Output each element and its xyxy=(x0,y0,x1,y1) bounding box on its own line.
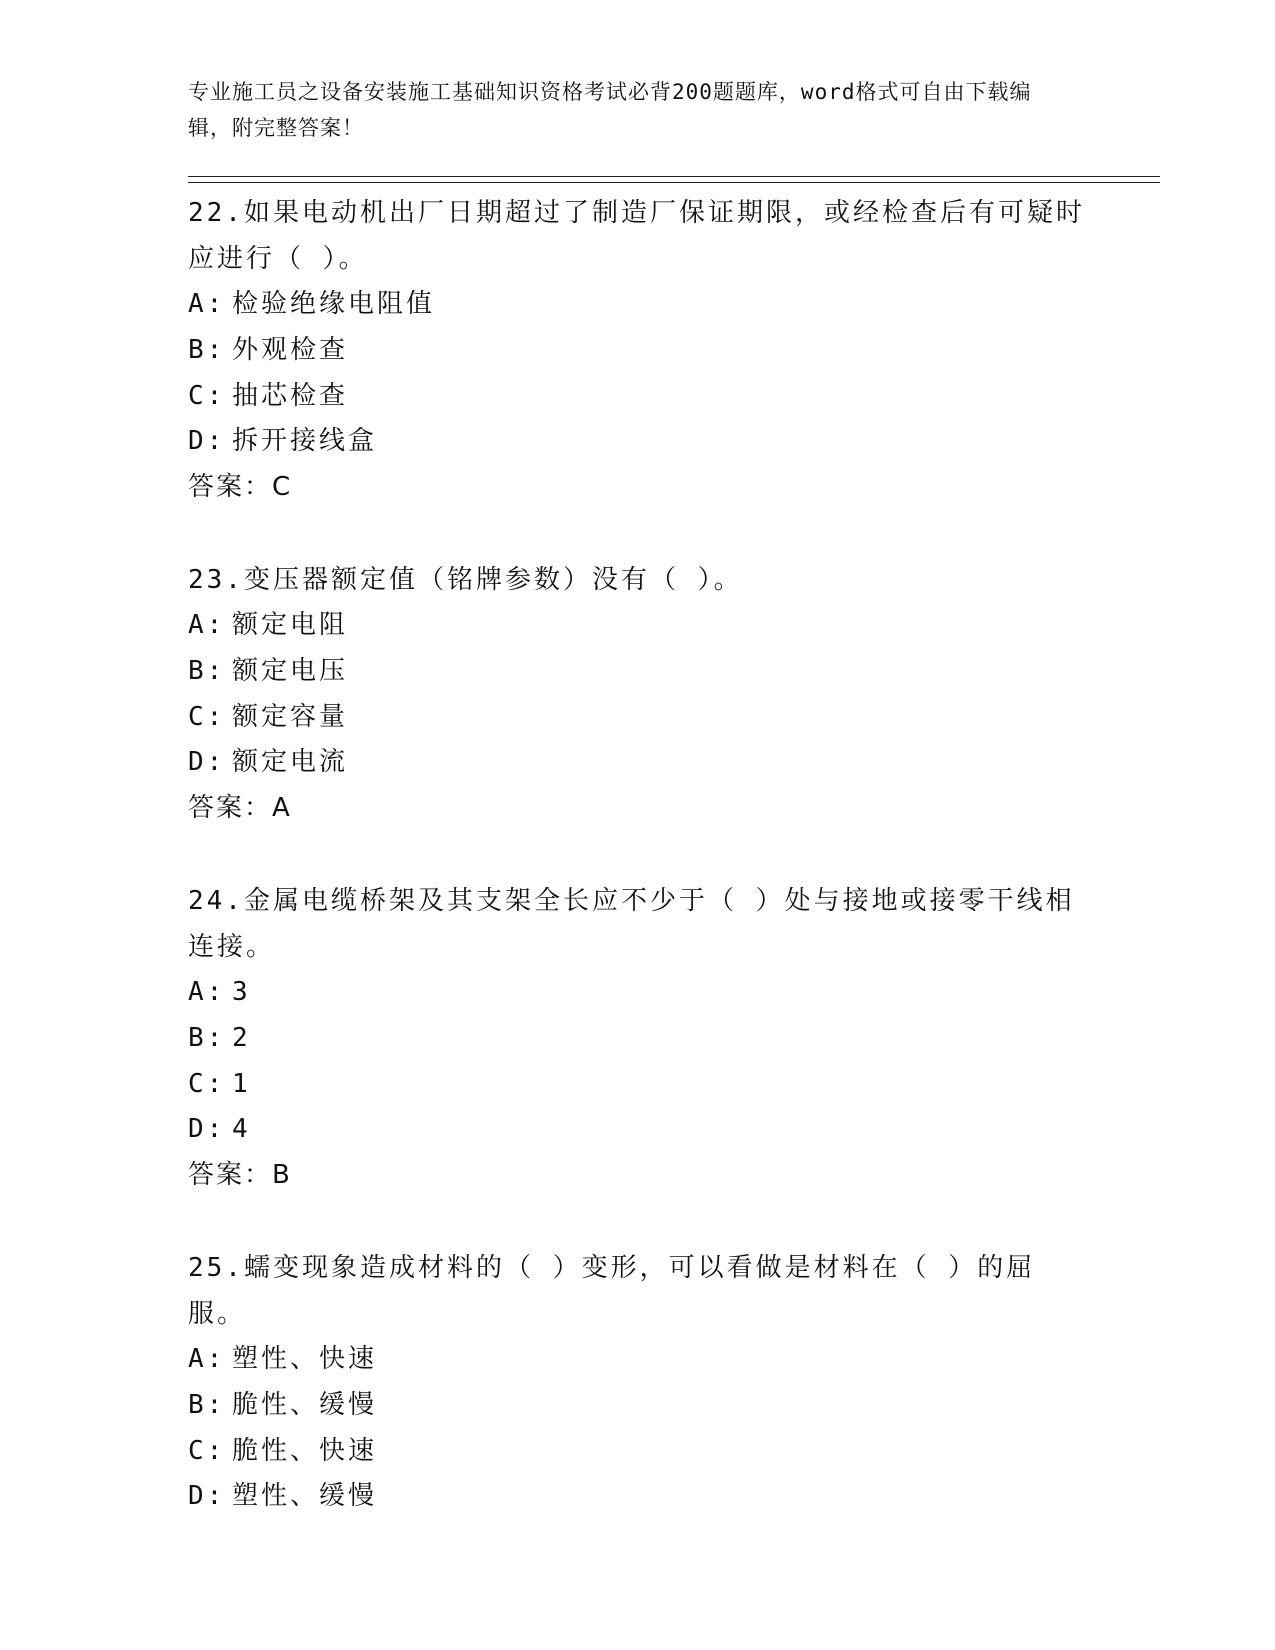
option-b xyxy=(188,328,1088,374)
option-key: C: xyxy=(188,1435,226,1466)
option-key: B: xyxy=(188,334,226,365)
option-text: 额定电压 xyxy=(232,655,349,686)
option-b xyxy=(188,649,1088,695)
option-d xyxy=(188,419,1088,465)
option-key: C: xyxy=(188,701,226,732)
question-23 xyxy=(188,557,1088,832)
option-c xyxy=(188,1429,1088,1475)
option-c xyxy=(188,374,1088,420)
question-22 xyxy=(188,190,1088,511)
option-a xyxy=(188,603,1088,649)
option-key: D: xyxy=(188,1481,226,1512)
option-a xyxy=(188,282,1088,328)
question-stem: 25.蠕变现象造成材料的（ ）变形，可以看做是材料在（ ）的屈服。 xyxy=(188,1252,1036,1329)
option-text: 塑性、缓慢 xyxy=(232,1481,378,1512)
option-key: C: xyxy=(188,1068,226,1099)
option-b xyxy=(188,1016,1088,1062)
option-b xyxy=(188,1383,1088,1429)
question-spacer xyxy=(188,511,1088,557)
option-c xyxy=(188,695,1088,741)
question-24 xyxy=(188,878,1088,1199)
option-key: D: xyxy=(188,747,226,778)
option-key: A: xyxy=(188,289,226,319)
question-stem: 24.金属电缆桥架及其支架全长应不少于（ ）处与接地或接零干线相连接。 xyxy=(188,885,1075,962)
option-text: 3 xyxy=(232,976,251,1007)
header-divider xyxy=(188,176,1160,183)
question-spacer xyxy=(188,832,1088,878)
option-key: B: xyxy=(188,655,226,686)
option-text: 4 xyxy=(232,1114,251,1145)
option-text: 塑性、快速 xyxy=(232,1343,378,1374)
option-text: 额定电流 xyxy=(232,747,349,778)
option-text: 脆性、快速 xyxy=(232,1435,378,1466)
option-text: 额定电阻 xyxy=(232,609,349,640)
option-key: A: xyxy=(188,976,226,1007)
option-key: A: xyxy=(188,1343,226,1374)
answer-line: 答案：C xyxy=(188,472,293,503)
option-text: 拆开接线盒 xyxy=(232,426,378,457)
option-key: A: xyxy=(188,609,226,640)
option-d xyxy=(188,1474,1088,1520)
document-header: 专业施工员之设备安装施工基础知识资格考试必背200题题库，word格式可自由下载编辑，附完整答案！ xyxy=(188,80,1032,140)
option-a xyxy=(188,1337,1088,1383)
option-text: 检验绝缘电阻值 xyxy=(232,289,436,319)
option-text: 2 xyxy=(232,1022,251,1053)
option-key: C: xyxy=(188,380,226,411)
question-stem: 22.如果电动机出厂日期超过了制造厂保证期限，或经检查后有可疑时应进行（ ）。 xyxy=(188,198,1085,274)
option-key: D: xyxy=(188,426,226,457)
option-key: B: xyxy=(188,1389,226,1420)
option-key: D: xyxy=(188,1114,226,1145)
answer-line: 答案：A xyxy=(188,793,292,824)
question-stem: 23.变压器额定值（铭牌参数）没有（ ）。 xyxy=(188,564,743,595)
option-text: 1 xyxy=(232,1068,251,1099)
option-text: 抽芯检查 xyxy=(232,380,349,411)
answer-line: 答案：B xyxy=(188,1160,292,1191)
option-c xyxy=(188,1062,1088,1108)
question-spacer xyxy=(188,1199,1088,1245)
option-key: B: xyxy=(188,1022,226,1053)
option-d xyxy=(188,1107,1088,1153)
option-text: 额定容量 xyxy=(232,701,349,732)
question-25 xyxy=(188,1245,1088,1520)
option-text: 脆性、缓慢 xyxy=(232,1389,378,1420)
option-text: 外观检查 xyxy=(232,334,349,365)
question-list xyxy=(188,190,1088,1520)
option-a xyxy=(188,970,1088,1016)
option-d xyxy=(188,740,1088,786)
